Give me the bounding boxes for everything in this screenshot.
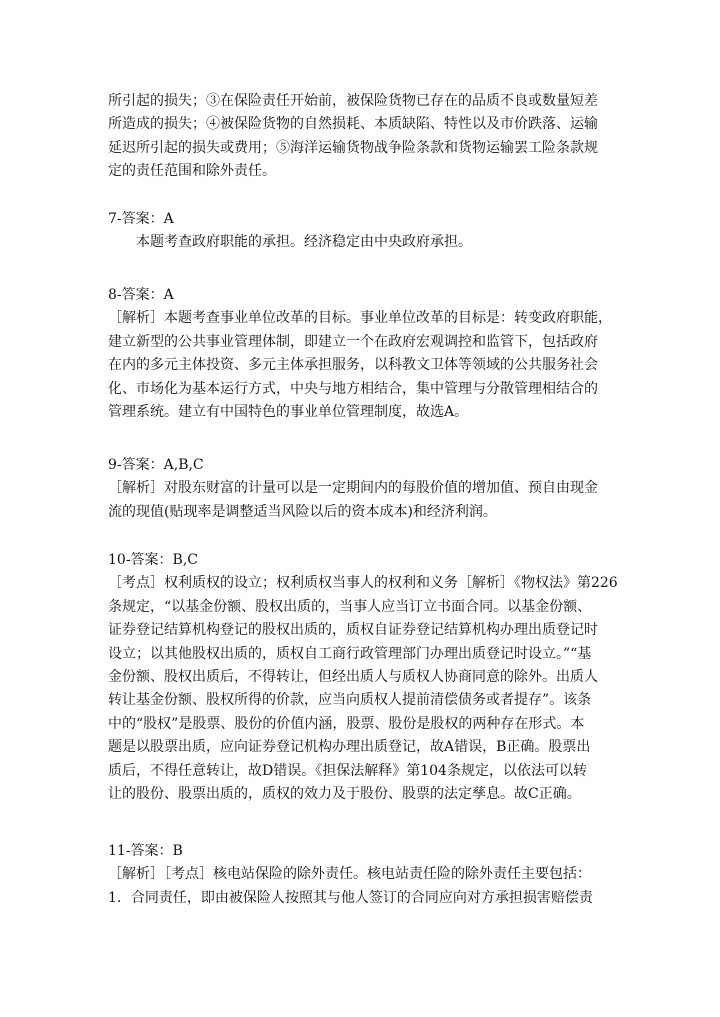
question-8 [108,284,626,424]
explanation-line: 流的现值(贴现率是调整适当风险以后的资本成本)和经济利润。 [108,503,497,520]
explanation-line: ［解析］［考点］核电站保险的除外责任。核电站责任险的除外责任主要包括： [108,866,591,883]
explanation-line: 质后，不得任意转让，故D错误。《担保法解释》第104条规定，以依法可以转 [108,762,587,779]
explanation-line: 本题考查政府职能的承担。经济稳定由中央政府承担。 [136,234,472,251]
question-7 [108,208,626,255]
explanation-line: 管理系统。建立有中国特色的事业单位管理制度，故选A。 [108,403,469,420]
answer-heading: 9-答案：A,B,C [108,457,204,473]
explanation-line: 中的“股权”是股票、股份的价值内涵，股票、股份是股权的两种存在形式。本 [108,715,585,732]
explanation-line: 条规定，“以基金份额、股权出质的，当事人应当订立书面合同。以基金份额、 [108,598,592,615]
explanation-line: 建立新型的公共事业管理体制，即建立一个在政府宏观调控和监管下，包括政府 [108,333,598,350]
explanation-line: 题是以股票出质，应向证券登记机构办理出质登记，故A错误，B正确。股票出 [108,739,591,756]
explanation-line: ［解析］对股东财富的计量可以是一定期间内的每股价值的增加值、预自由现金 [108,480,598,497]
explanation-line: ［考点］权利质权的设立；权利质权当事人的权利和义务［解析］《物权法》第226 [108,575,618,592]
question-11 [108,840,626,910]
explanation-line: 金份额、股权出质后，不得转让，但经出质人与质权人协商同意的除外。出质人 [108,668,598,685]
text-line: 定的责任范围和除外责任。 [108,163,276,180]
text-line: 延迟所引起的损失或费用；⑤海洋运输货物战争险条款和货物运输罢工险条款规 [108,139,598,156]
explanation-line: 转让基金份额、股权所得的价款，应当向质权人提前清偿债务或者提存”。该条 [108,692,592,709]
explanation-line: 化、市场化为基本运行方式，中央与地方相结合，集中管理与分散管理相结合的 [108,380,598,397]
explanation-line: 1．合同责任，即由被保险人按照其与他人签订的合同应向对方承担损害赔偿责 [108,889,593,906]
explanation-line: 设立；以其他股权出质的，质权自工商行政管理部门办理出质登记时设立。”“基 [108,645,592,662]
question-9 [108,454,626,524]
answer-heading: 8-答案：A [108,287,174,303]
explanation-line: 让的股份、股票出质的，质权的效力及于股份、股票的法定孳息。故C正确。 [108,785,581,802]
text-line: 所引起的损失；③在保险责任开始前，被保险货物已存在的品质不良或数量短差 [108,93,598,109]
continuation-paragraph [108,90,626,184]
explanation-line: ［解析］本题考查事业单位改革的目标。事业单位改革的目标是：转变政府职能， [108,310,612,327]
explanation-line: 证券登记结算机构登记的股权出质的，质权自证券登记结算机构办理出质登记时 [108,622,598,639]
question-10 [108,549,626,806]
explanation-line: 在内的多元主体投资、多元主体承担服务，以科教文卫体等领域的公共服务社会 [108,357,598,374]
answer-heading: 10-答案：B,C [108,552,198,568]
answer-heading: 7-答案：A [108,211,174,227]
text-line: 所造成的损失；④被保险货物的自然损耗、本质缺陷、特性以及市价跌落、运输 [108,116,598,133]
answer-heading: 11-答案：B [108,843,183,859]
